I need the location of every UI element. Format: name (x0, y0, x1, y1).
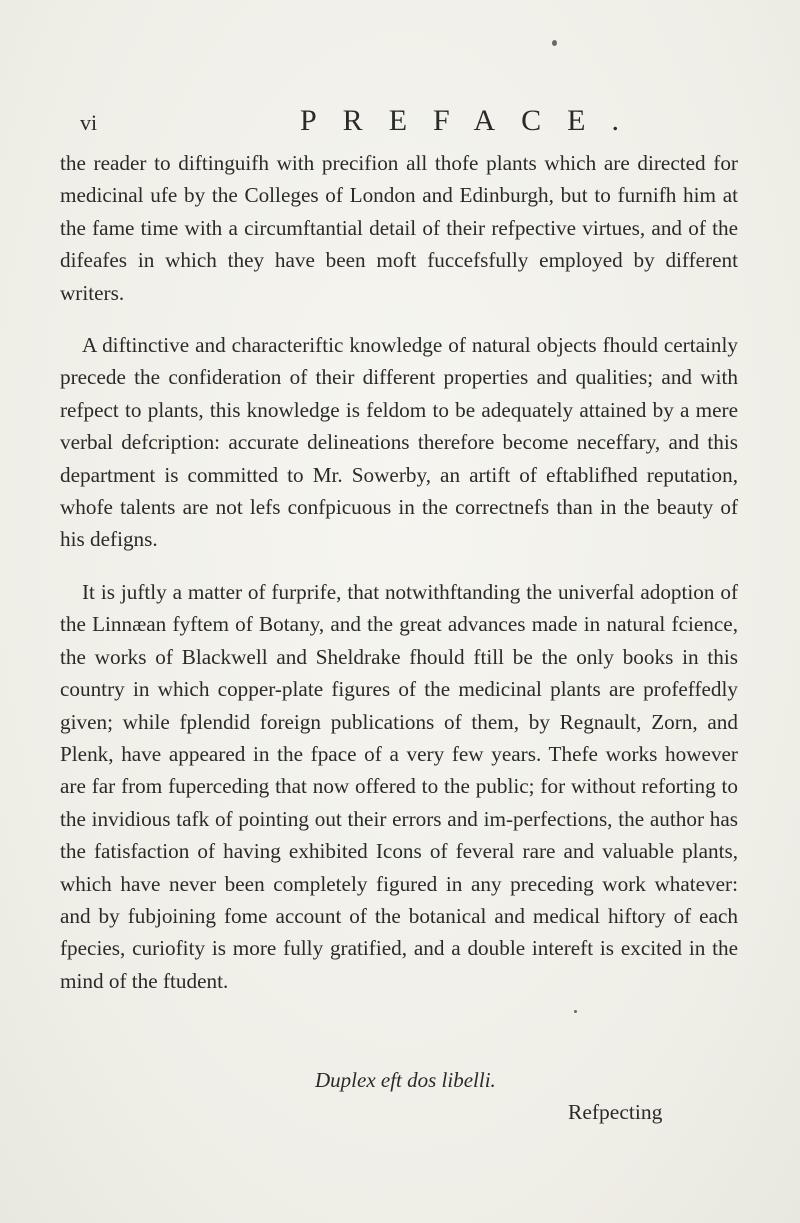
running-title: PREFACE. (300, 104, 645, 137)
ink-speck (552, 40, 557, 46)
page-number: vi (80, 110, 98, 135)
catchword: Refpecting (568, 1100, 663, 1124)
ink-speck (574, 1010, 577, 1013)
preface-body (60, 147, 738, 997)
paragraph-continued: the reader to diftinguifh with precifion all thofe plants which are directed for medicinal ufe by the Colleges of London and Edinburgh, but to furnifh him at the fame time with a circumftantial detail of their refpective virtues, and of the difeafes in which they have been moft fuccefsfully employed by different writers. (60, 151, 738, 305)
page-header (80, 104, 740, 144)
paragraph: It is juftly a matter of furprife, that notwithftanding the univerfal adoption of the Linnæan fyftem of Botany, and the great advances made in natural fcience, the works of Blackwell and Sheldrake fhould ftill be the only books in this country in which copper-plate figures of the medicinal plants are profeffedly given; while fplendid foreign publications of them, by Regnault, Zorn, and Plenk, have appeared in the fpace of a very few years. Thefe works however are far from fuperceding that now offered to the public; for without reforting to the invidious tafk of pointing out their errors and im-perfections, the author has the fatisfaction of having exhibited Icons of feveral rare and valuable plants, which have never been completely figured in any preceding work whatever: and by fubjoining fome account of the botanical and medical hiftory of each fpecies, curiofity is more fully gratified, and a double intereft is excited in the mind of the ftudent. (60, 579, 738, 993)
latin-quote: Duplex eft dos libelli. (315, 1068, 496, 1092)
paragraph: A diftinctive and characteriftic knowledge of natural objects fhould certainly precede the confideration of their different properties and qualities; and with refpect to plants, this knowledge is feldom to be adequately attained by a mere verbal defcription: accurate delineations therefore become neceffary, and this department is committed to Mr. Sowerby, an artift of eftablifhed reputation, whofe talents are not lefs confpicuous in the correctnefs than in the beauty of his defigns. (60, 333, 738, 552)
